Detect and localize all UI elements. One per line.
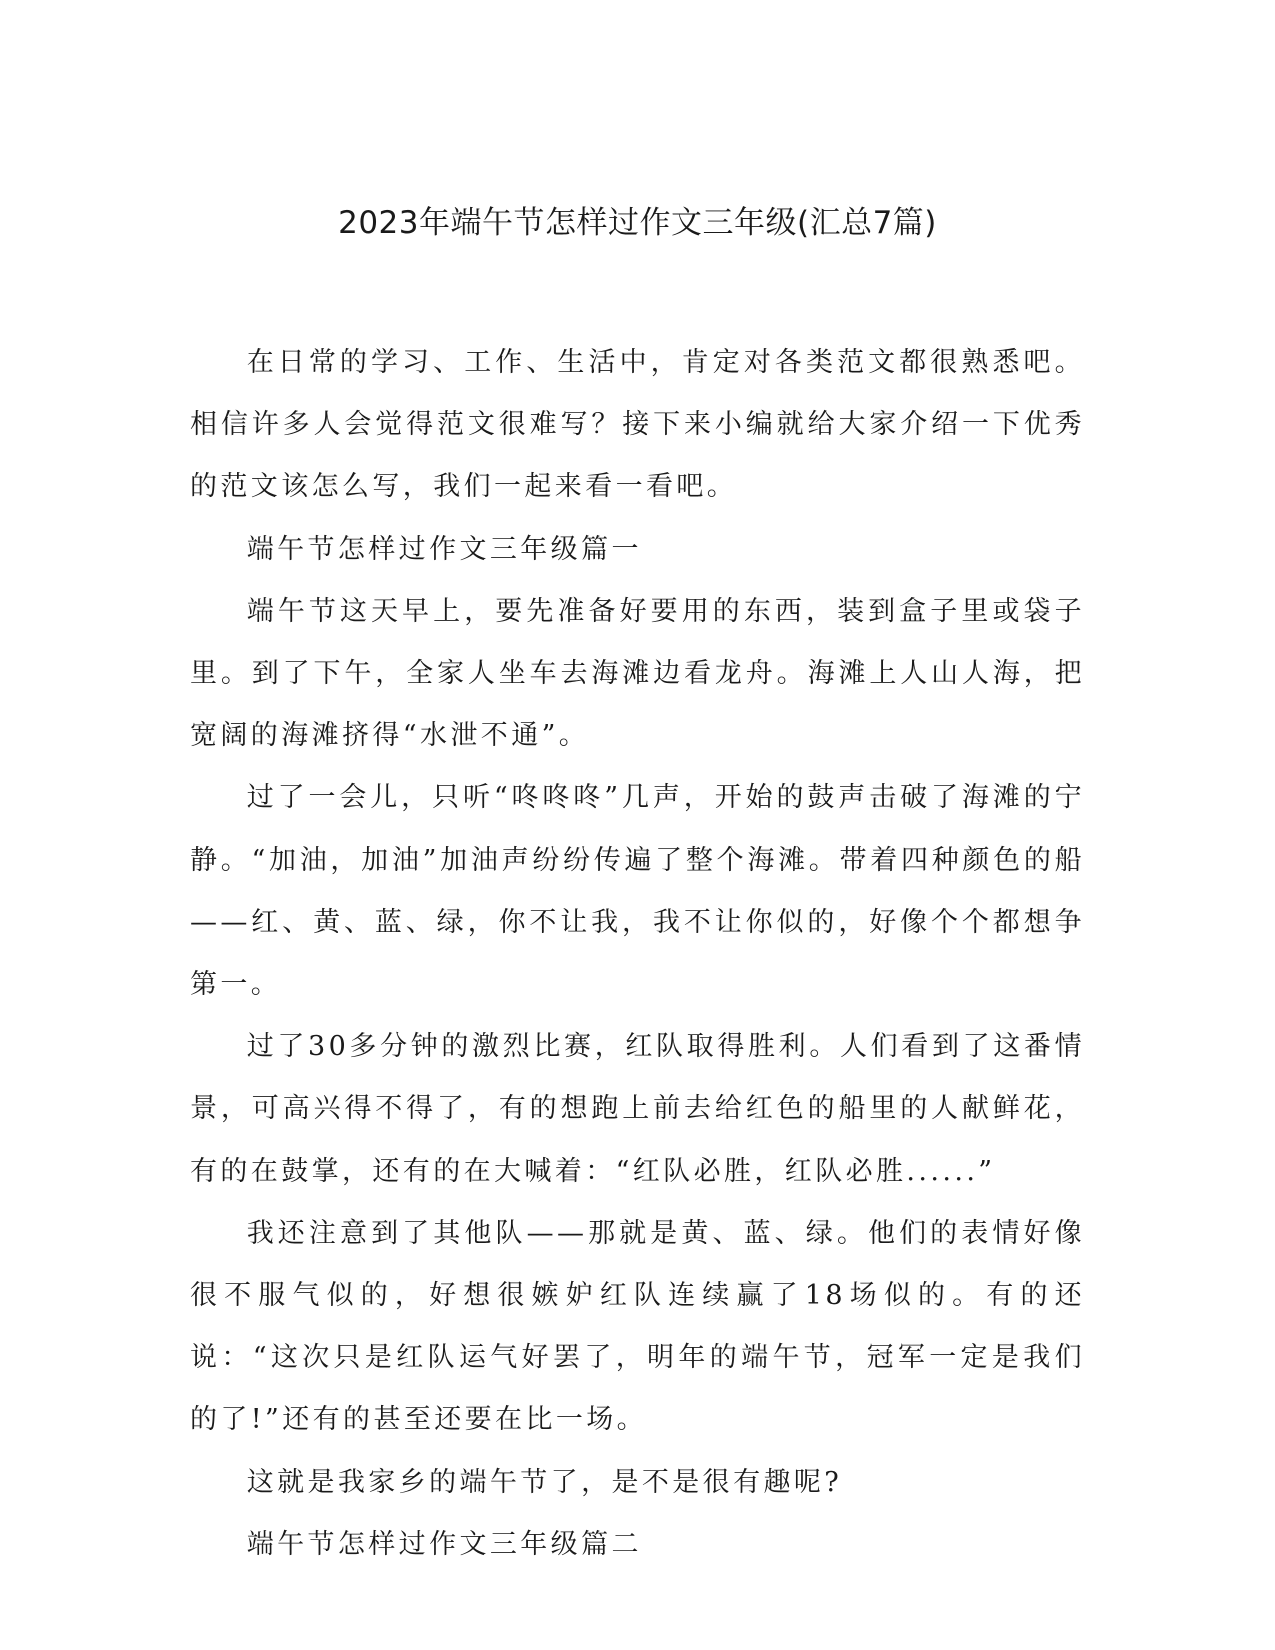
document-body [190, 332, 1085, 1576]
essay-paragraph: 这就是我家乡的端午节了，是不是很有趣呢? [246, 1466, 843, 1498]
essay-paragraph: 端午节这天早上，要先准备好要用的东西，装到盒子里或袋子里。到了下午，全家人坐车去海滩边看龙舟。海滩上人山人海，把宽阔的海滩挤得“水泄不通”。 [190, 595, 1085, 752]
essay-paragraph: 过了一会儿，只听“咚咚咚”几声，开始的鼓声击破了海滩的宁静。“加油，加油”加油声纷纷传遍了整个海滩。带着四种颜色的船——红、黄、蓝、绿，你不让我，我不让你似的，好像个个都想争第一。 [190, 782, 1085, 1001]
intro-paragraph: 在日常的学习、工作、生活中，肯定对各类范文都很熟悉吧。相信许多人会觉得范文很难写？接下来小编就给大家介绍一下优秀的范文该怎么写，我们一起来看一看吧。 [190, 347, 1085, 503]
document-title: 2023年端午节怎样过作文三年级(汇总7篇) [338, 205, 937, 241]
essay-paragraph: 我还注意到了其他队——那就是黄、蓝、绿。他们的表情好像很不服气似的，好想很嫉妒红队连续赢了18场似的。有的还说：“这次只是红队运气好罢了，明年的端午节，冠军一定是我们的了!”还有的甚至还要在比一场。 [190, 1217, 1085, 1436]
section-heading-1: 端午节怎样过作文三年级篇一 [246, 533, 642, 565]
essay-paragraph: 过了30多分钟的激烈比赛，红队取得胜利。人们看到了这番情景，可高兴得不得了，有的想跑上前去给红色的船里的人献鲜花，有的在鼓掌，还有的在大喊着：“红队必胜，红队必胜......” [190, 1031, 1085, 1187]
section-heading-2: 端午节怎样过作文三年级篇二 [246, 1528, 642, 1560]
